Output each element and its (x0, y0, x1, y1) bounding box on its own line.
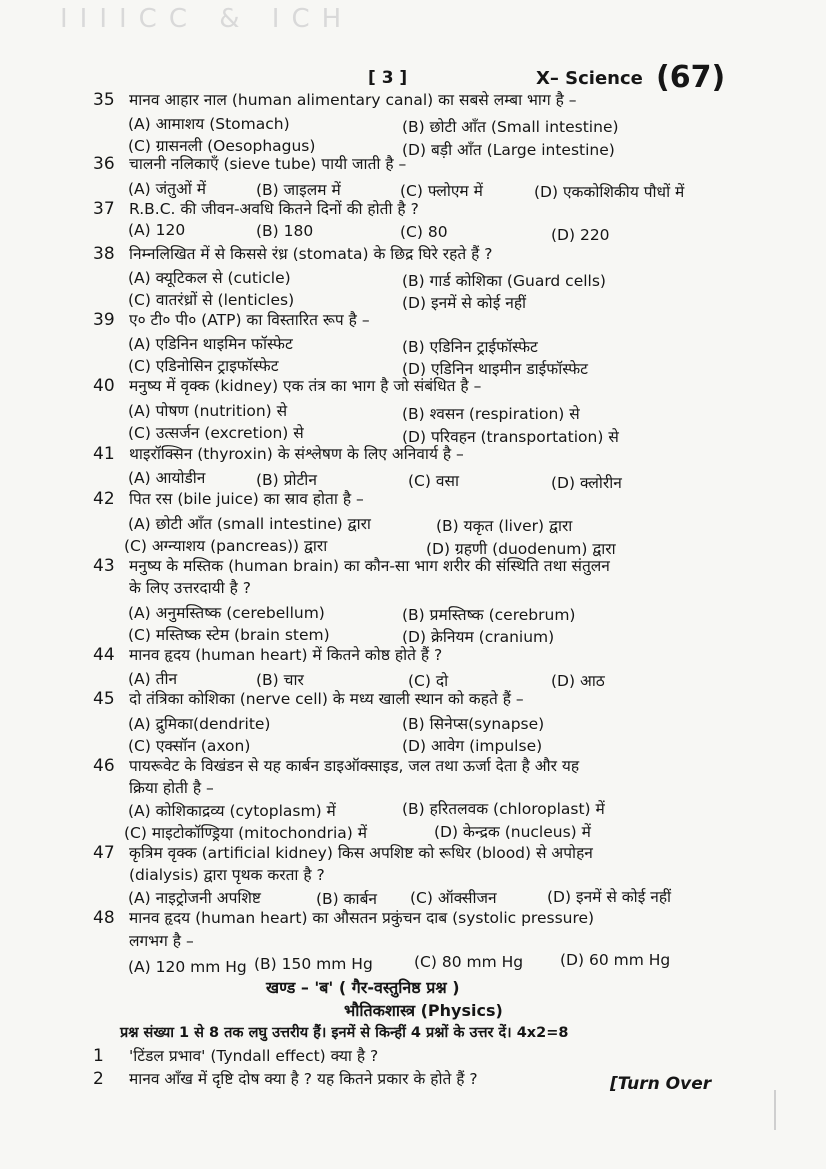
option-a: (A) एडिनिन थाइमिन फॉस्फेट (128, 335, 293, 353)
question-text: थाइरॉक्सिन (thyroxin) के संश्लेषण के लिए अनिवार्य है – (129, 445, 464, 463)
option-a: (A) आमाशय (Stomach) (128, 115, 290, 133)
option-d: (D) परिवहन (transportation) से (402, 428, 619, 446)
question-text-continued: (dialysis) द्वारा पृथक करता है ? (129, 866, 325, 884)
question-text: ए० टी० पी० (ATP) का विस्तारित रूप है – (129, 311, 370, 329)
option-d: (D) 60 mm Hg (560, 951, 671, 969)
option-c: (C) अग्न्याशय (pancreas)) द्वारा (124, 537, 328, 555)
option-d: (D) क्रेनियम (cranium) (402, 628, 555, 646)
option-c: (C) दो (408, 672, 449, 690)
bleed-through-text: IIIICC & ICH (60, 4, 354, 34)
question-number: 2 (93, 1069, 104, 1089)
question-number: 43 (93, 556, 115, 576)
option-d: (D) एडिनिन थाइमीन डाईफॉस्फेट (402, 360, 588, 378)
option-b: (B) प्रमस्तिष्क (cerebrum) (402, 606, 576, 624)
question-text-continued: के लिए उत्तरदायी है ? (129, 579, 251, 597)
option-b: (B) एडिनिन ट्राईफॉस्फेट (402, 338, 538, 356)
option-c: (C) ग्रासनली (Oesophagus) (128, 137, 316, 155)
option-d: (D) क्लोरीन (551, 474, 622, 492)
option-a: (A) अनुमस्तिष्क (cerebellum) (128, 604, 325, 622)
question-number: 42 (93, 489, 115, 509)
option-b: (B) 180 (256, 222, 314, 240)
option-c: (C) 80 (400, 223, 448, 241)
question-number: 48 (93, 908, 115, 928)
option-a: (A) पोषण (nutrition) से (128, 402, 288, 420)
question-number: 39 (93, 310, 115, 330)
question-text: चालनी नलिकाएँ (sieve tube) पायी जाती है – (129, 155, 407, 173)
page-number: [ 3 ] (368, 68, 408, 88)
option-a: (A) नाइट्रोजनी अपशिष्ट (128, 889, 261, 907)
option-a: (A) जंतुओं में (128, 180, 206, 198)
option-d: (D) इनमें से कोई नहीं (547, 888, 672, 906)
option-a: (A) छोटी आँत (small intestine) द्वारा (128, 515, 371, 533)
option-c: (C) एडिनोसिन ट्राइफॉस्फेट (128, 357, 279, 375)
question-text: 'टिंडल प्रभाव' (Tyndall effect) क्या है ? (129, 1047, 379, 1065)
option-d: (D) इनमें से कोई नहीं (402, 294, 527, 312)
question-text-continued: लगभग है – (129, 932, 194, 950)
option-d: (D) 220 (551, 226, 610, 244)
question-text-continued: क्रिया होती है – (129, 779, 214, 797)
question-number: 45 (93, 689, 115, 709)
question-text: मानव आहार नाल (human alimentary canal) का सबसे लम्बा भाग है – (129, 91, 577, 109)
option-c: (C) वातरंध्रों से (lenticles) (128, 291, 295, 309)
option-b: (B) कार्बन (316, 890, 378, 908)
question-number: 47 (93, 843, 115, 863)
question-text: मानव हृदय (human heart) में कितने कोष्ठ होते हैं ? (129, 646, 443, 664)
question-text: पायरूवेट के विखंडन से यह कार्बन डाइऑक्साइड, जल तथा ऊर्जा देता है और यह (129, 757, 580, 775)
option-c: (C) फ्लोएम में (400, 182, 483, 200)
question-text: मनुष्य के मस्तिक (human brain) का कौन-सा भाग शरीर की संस्थिति तथा संतुलन (129, 557, 610, 575)
question-number: 36 (93, 154, 115, 174)
question-text: कृत्रिम वृक्क (artificial kidney) किस अपशिष्ट को रूधिर (blood) से अपोहन (129, 844, 593, 862)
subject-label: X– Science (536, 68, 643, 89)
option-c: (C) माइटोकॉण्ड्रिया (mitochondria) में (124, 824, 368, 842)
option-b: (B) प्रोटीन (256, 471, 317, 489)
question-text: मानव हृदय (human heart) का औसतन प्रकुंचन दाब (systolic pressure) (129, 909, 595, 927)
question-text: मानव आँख में दृष्टि दोष क्या है ? यह कितने प्रकार के होते हैं ? (129, 1070, 478, 1088)
option-d: (D) एककोशिकीय पौधों में (534, 183, 685, 201)
option-d: (D) आवेग (impulse) (402, 737, 543, 755)
option-b: (B) 150 mm Hg (254, 955, 373, 973)
option-d: (D) बड़ी आँत (Large intestine) (402, 141, 615, 159)
option-a: (A) आयोडीन (128, 469, 206, 487)
option-d: (D) ग्रहणी (duodenum) द्वारा (426, 540, 616, 558)
option-b: (B) गार्ड कोशिका (Guard cells) (402, 272, 606, 290)
option-b: (B) हरितलवक (chloroplast) में (402, 800, 605, 818)
option-c: (C) मस्तिष्क स्टेम (brain stem) (128, 626, 330, 644)
question-number: 38 (93, 244, 115, 264)
question-number: 1 (93, 1046, 104, 1066)
option-b: (B) सिनेप्स(synapse) (402, 715, 545, 733)
option-a: (A) क्यूटिकल से (cuticle) (128, 269, 291, 287)
paper-code: (67) (656, 60, 726, 95)
page-edge-line (774, 1090, 776, 1130)
option-c: (C) एक्सॉन (axon) (128, 737, 251, 755)
option-b: (B) जाइलम में (256, 181, 341, 199)
option-c: (C) 80 mm Hg (414, 953, 524, 971)
section-heading: खण्ड – 'ब' ( गैर-वस्तुनिष्ठ प्रश्न ) (266, 978, 460, 997)
option-b: (B) छोटी आँत (Small intestine) (402, 118, 619, 136)
option-a: (A) तीन (128, 670, 178, 688)
option-a: (A) कोशिकाद्रव्य (cytoplasm) में (128, 802, 336, 820)
option-d: (D) आठ (551, 672, 605, 690)
option-b: (B) चार (256, 671, 304, 689)
option-d: (D) केन्द्रक (nucleus) में (434, 823, 591, 841)
question-text: R.B.C. की जीवन-अवधि कितने दिनों की होती है ? (129, 200, 419, 218)
question-number: 40 (93, 376, 115, 396)
question-number: 46 (93, 756, 115, 776)
option-a: (A) द्रुमिका(dendrite) (128, 715, 271, 733)
question-number: 35 (93, 90, 115, 110)
option-c: (C) उत्सर्जन (excretion) से (128, 424, 304, 442)
section-instruction: प्रश्न संख्या 1 से 8 तक लघु उत्तरीय हैं। इनमें से किन्हीं 4 प्रश्नों के उत्तर दें। 4x2=8 (120, 1025, 569, 1041)
option-b: (B) श्वसन (respiration) से (402, 405, 580, 423)
question-number: 37 (93, 199, 115, 219)
option-b: (B) यकृत (liver) द्वारा (436, 517, 573, 535)
option-c: (C) वसा (408, 472, 459, 490)
question-text: पित रस (bile juice) का स्राव होता है – (129, 490, 364, 508)
question-text: निम्नलिखित में से किससे रंध्र (stomata) के छिद्र घिरे रहते हैं ? (129, 245, 493, 263)
section-subheading: भौतिकशास्त्र (Physics) (344, 1001, 503, 1020)
question-number: 41 (93, 444, 115, 464)
turn-over-note: [Turn Over (610, 1074, 712, 1094)
option-a: (A) 120 mm Hg (128, 958, 247, 976)
question-number: 44 (93, 645, 115, 665)
option-c: (C) ऑक्सीजन (410, 889, 497, 907)
question-text: दो तंत्रिका कोशिका (nerve cell) के मध्य खाली स्थान को कहते हैं – (129, 690, 524, 708)
option-a: (A) 120 (128, 221, 186, 239)
question-text: मनुष्य में वृक्क (kidney) एक तंत्र का भाग है जो संबंधित है – (129, 377, 482, 395)
